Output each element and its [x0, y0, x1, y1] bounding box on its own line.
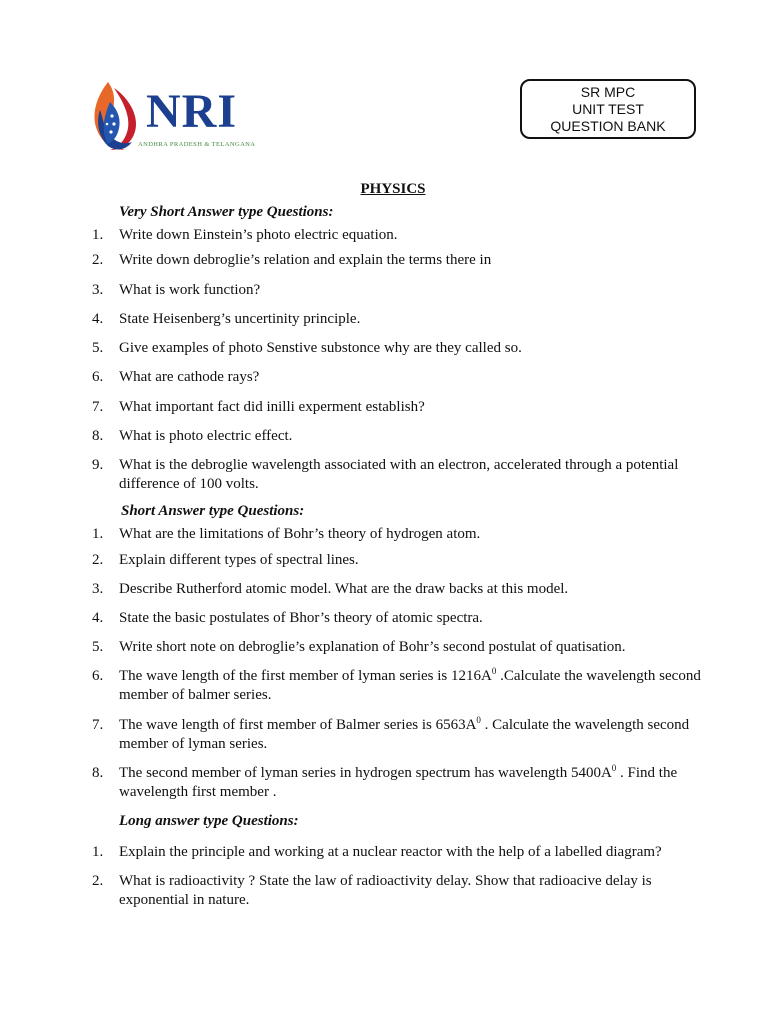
superscript-degree: 0 — [476, 715, 481, 725]
question-number: 2. — [92, 552, 104, 568]
question-number: 6. — [92, 668, 104, 684]
question-number: 8. — [92, 428, 104, 444]
question-text-part: . Calculate the wavelength second member of lyman series. — [119, 717, 690, 752]
question-number: 1. — [92, 844, 104, 860]
question-number: 7. — [92, 399, 104, 415]
question-text: What is radioactivity ? State the law of radioactivity delay. Show that radioacive delay is exponential in nature. — [119, 873, 652, 908]
question-text: What important fact did inilli experment establish? — [119, 399, 425, 415]
question-number: 1. — [92, 526, 104, 542]
question-text: What is photo electric effect. — [119, 428, 293, 444]
question-number: 1. — [92, 227, 104, 243]
question-text-part: .Calculate the wavelength second member of balmer series. — [119, 668, 701, 703]
question-text: Write down Einstein’s photo electric equation. — [119, 227, 398, 243]
question-text: Explain different types of spectral lines. — [119, 552, 359, 568]
question-text-part: . Find the wavelength first member . — [119, 765, 678, 800]
question-text — [119, 764, 719, 802]
badge-line-1: SR MPC — [580, 83, 636, 100]
question-text: What is the debroglie wavelength associated with an electron, accelerated through a potential difference of 100 volts. — [119, 457, 679, 492]
question-text: What are cathode rays? — [119, 369, 260, 385]
section-title-very-short: Very Short Answer type Questions: — [119, 204, 334, 220]
question-text: What is work function? — [119, 282, 261, 298]
test-badge — [520, 79, 696, 139]
superscript-degree: 0 — [491, 666, 497, 676]
question-text-part: The second member of lyman series in hydrogen spectrum has wavelength 5400A — [119, 765, 612, 781]
question-number: 8. — [92, 765, 104, 781]
question-number: 3. — [92, 581, 104, 597]
question-text: Write down debroglie’s relation and explain the terms there in — [119, 252, 492, 268]
question-text — [119, 667, 719, 705]
question-number: 4. — [92, 610, 104, 626]
question-number: 4. — [92, 311, 104, 327]
question-text-part: The wave length of the first member of lyman series is 1216A — [119, 668, 492, 684]
question-text: Write short note on debroglie’s explanation of Bohr’s second postulat of quatisation. — [119, 639, 626, 655]
badge-line-2: UNIT TEST — [572, 100, 644, 117]
subject-title: PHYSICS — [360, 181, 426, 197]
badge-line-3: QUESTION BANK — [550, 117, 666, 134]
question-text — [119, 716, 719, 754]
section-title-long: Long answer type Questions: — [119, 813, 299, 829]
question-number: 3. — [92, 282, 104, 298]
question-text: Give examples of photo Senstive substonce why are they called so. — [119, 340, 522, 356]
superscript-degree: 0 — [611, 763, 617, 773]
question-number: 7. — [92, 717, 104, 733]
logo-tagline: ANDHRA PRADESH & TELANGANA — [138, 141, 256, 148]
question-text: State the basic postulates of Bhor’s theory of atomic spectra. — [119, 610, 483, 626]
question-text: What are the limitations of Bohr’s theory of hydrogen atom. — [119, 526, 481, 542]
logo-wordmark: NRI — [146, 85, 238, 138]
question-text: Describe Rutherford atomic model. What are the draw backs at this model. — [119, 581, 569, 597]
question-number: 2. — [92, 252, 104, 268]
question-number: 5. — [92, 639, 104, 655]
question-text-part: The wave length of first member of Balmer series is 6563A — [119, 717, 477, 733]
nri-logo — [90, 80, 280, 152]
question-text: Explain the principle and working at a nuclear reactor with the help of a labelled diagram? — [119, 844, 662, 860]
section-title-short: Short Answer type Questions: — [121, 503, 305, 519]
question-number: 2. — [92, 873, 104, 889]
question-text: State Heisenberg’s uncertinity principle. — [119, 311, 361, 327]
question-number: 9. — [92, 457, 104, 473]
question-number: 6. — [92, 369, 104, 385]
question-number: 5. — [92, 340, 104, 356]
flame-logo-icon — [90, 80, 140, 152]
